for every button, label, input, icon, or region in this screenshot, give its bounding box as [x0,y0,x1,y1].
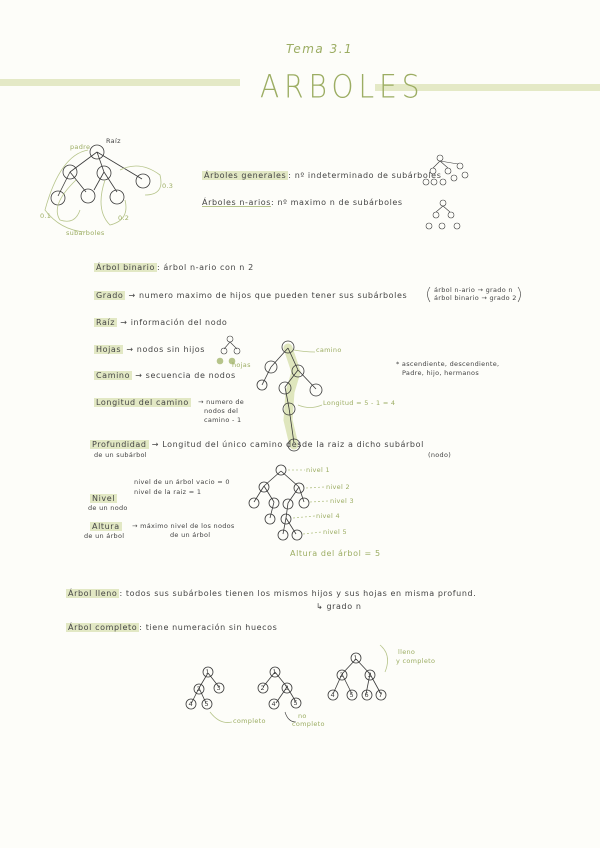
definition: : tiene numeración sin huecos [139,623,278,632]
general-tree-diagram [51,145,150,205]
t3-node: 6 [364,691,369,699]
def-profundidad [90,440,424,449]
nivel-text-1: nivel de un árbol vacio = 0 [134,478,230,486]
def-longitud [94,398,191,407]
small-general-tree [423,155,468,185]
definition: → numero maximo de hijos que pueden tener sus subárboles [128,291,408,300]
nivel-1-label: nivel 1 [306,466,330,474]
t3-node: 7 [378,691,383,699]
term: Árboles generales [204,171,287,180]
lleno-note: ↳ grado n [316,602,362,611]
def-arboles-n-arios [202,198,403,207]
term: Árbol binario [96,263,155,272]
term: Árbol lleno [68,589,118,598]
profundidad-term-line2: de un subárbol [94,451,147,459]
t1-node: 2 [196,685,201,693]
term: Raíz [96,318,116,327]
node-label-01: 0.1 [40,212,52,220]
definition: → nodos sin hijos [126,345,206,354]
def-lleno [66,589,476,598]
lleno-label-1: lleno [398,648,416,656]
no-completo-label-1: no [298,712,307,720]
page-title: ARBOLES [260,67,425,106]
definition: : todos sus subárboles tienen los mismos hijos y sus hojas en misma profund. [119,589,477,598]
term: Longitud del camino [96,398,189,407]
subarbol-label: subarboles [66,229,105,237]
longitud-text-2: nodos del [204,407,239,415]
longitud-diagram-label: Longitud = 5 - 1 = 4 [323,399,396,407]
longitud-text-1: → numero de [198,398,245,406]
definition: → secuencia de nodos [135,371,236,380]
page-subtitle: Tema 3.1 [286,42,354,56]
t2-node: 3 [284,684,289,692]
def-nivel [90,494,117,503]
nivel-3-label: nivel 3 [330,497,354,505]
t3-node: 5 [349,691,354,699]
term: Nivel [92,494,116,503]
lleno-label-2: y completo [396,657,436,665]
term: Hojas [96,345,122,354]
t1-node: 5 [204,700,209,708]
node-label-03: 0.3 [162,182,174,190]
relaciones-line-2: Padre, hijo, hermanos [402,369,480,377]
completo-label: completo [233,717,266,725]
camino-tree [257,341,322,451]
t2-node: 4 [271,700,276,708]
t3-node: 4 [330,691,335,699]
definition: : árbol n-ario con n 2 [156,263,254,272]
subtree-loops [45,150,161,232]
nivel-tree [249,465,328,540]
t3-node: 2 [339,671,344,679]
hojas-diagram-label: hojas [232,361,251,369]
t1-node: 1 [205,668,210,676]
def-grado [94,291,407,300]
nivel-term-line2: de un nodo [88,504,128,512]
def-arboles-generales [202,171,441,180]
t3-node: 1 [353,654,358,662]
altura-term-line2: de un árbol [84,532,125,540]
term: Grado [96,291,124,300]
longitud-text-3: camino - 1 [204,416,242,424]
def-completo [66,623,277,632]
grado-note-1: árbol n-ario → grado n [434,286,513,294]
altura-text-1: → máximo nivel de los nodos [132,522,235,530]
term: Camino [96,371,131,380]
t3-node: 3 [367,671,372,679]
definition: : nº maximo n de subárboles [271,198,403,207]
def-altura [90,522,122,531]
profundidad-note: (nodo) [428,451,452,459]
hojas-tree [217,336,240,364]
camino-diagram-label: camino [316,346,342,354]
grado-note-2: árbol binario → grado 2 [434,294,517,302]
def-hojas [94,345,205,354]
t2-node: 5 [293,699,298,707]
t2-node: 2 [260,684,265,692]
relaciones-line-1: * ascendiente, descendiente, [396,360,500,368]
term: Árbol completo [68,623,138,632]
term: Altura [92,522,120,531]
altura-diagram-label: Altura del árbol = 5 [290,549,381,558]
t2-node: 1 [272,668,277,676]
root-label: Raíz [106,137,121,145]
node-label-02: 0.2 [118,214,130,222]
term: Profundidad [92,440,147,449]
def-raiz [94,318,227,327]
small-nary-tree [426,200,460,229]
nivel-2-label: nivel 2 [326,483,350,491]
nivel-text-2: nivel de la raiz = 1 [134,488,202,496]
def-camino [94,371,236,380]
definition: → información del nodo [120,318,228,327]
def-binario [94,263,254,272]
term: Árboles n-arios [202,198,272,207]
altura-text-2: de un árbol [170,531,211,539]
padre-label: padre [70,143,91,151]
definition: → Longitud del único camino desde la raiz a dicho subárbol [151,440,424,449]
t1-node: 4 [188,700,193,708]
nivel-5-label: nivel 5 [323,528,347,536]
no-completo-label-2: completo [292,720,325,728]
nivel-4-label: nivel 4 [316,512,340,520]
t1-node: 3 [216,684,221,692]
definition: : nº indeterminado de subárboles [288,171,442,180]
